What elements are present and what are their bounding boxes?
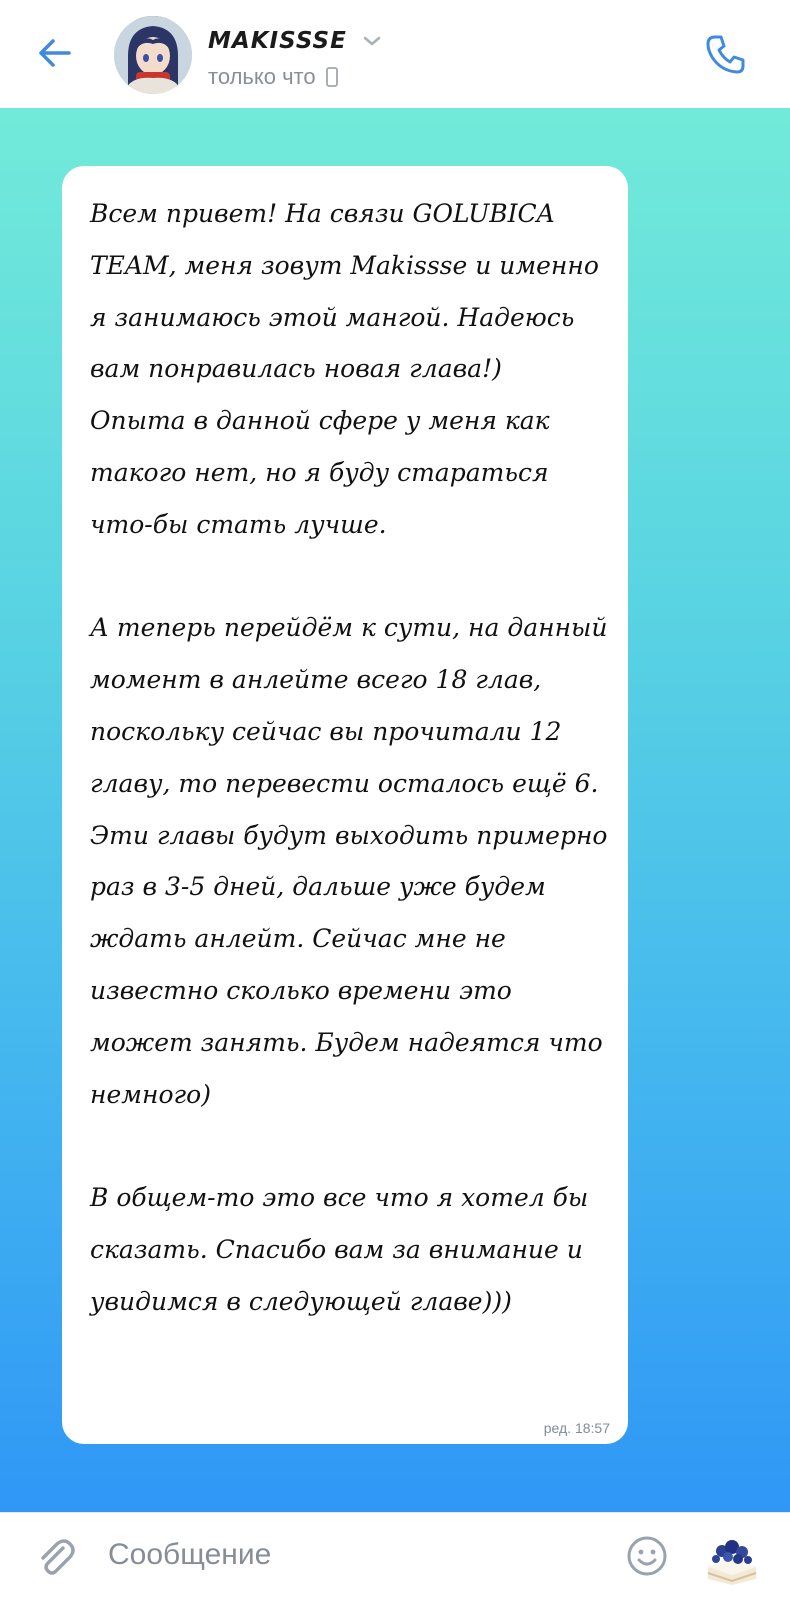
contact-name[interactable]: MAKISSSE xyxy=(208,28,347,54)
message-text: Всем привет! На связи GOLUBICA TEAM, меня зовут Makissse и именно я занимаюсь этой мангой. Надеюсь вам понравилась новая глава!) Опыта в данной сфере у меня как такого нет, но я буду стараться что-бы стать лучше. А теперь перейдём к сути, на данный момент в анлейте всего 18 глав, поскольку сейчас вы прочитали 12 главу, то перевести осталось ещё 6. Эти главы будут выходить примерно раз в 3-5 дней, дальше уже будем ждать анлейт. Сейчас мне не известно сколько времени это может занять. Будем надеятся что немного) В общем-то это все что я хотел бы сказать. Спасибо вам за внимание и увидимся в следующей главе))) xyxy=(90,199,608,1316)
message-edited-time: ред. 18:57 xyxy=(543,1420,610,1436)
phone-call-icon xyxy=(703,31,749,77)
chat-background[interactable] xyxy=(0,108,790,1512)
call-button[interactable] xyxy=(700,28,752,80)
contact-status xyxy=(208,64,338,90)
arrow-left-icon xyxy=(35,33,75,73)
online-status-text: только что xyxy=(208,64,316,89)
chevron-down-icon[interactable] xyxy=(361,30,383,52)
avatar-image xyxy=(114,16,192,94)
sticker-cake-icon xyxy=(702,1527,762,1587)
message-bubble[interactable] xyxy=(62,166,628,1444)
attach-button[interactable] xyxy=(30,1531,80,1581)
chat-header xyxy=(0,0,790,108)
message-input[interactable] xyxy=(108,1529,588,1581)
smile-icon xyxy=(625,1534,669,1578)
contact-title[interactable] xyxy=(208,28,383,54)
paperclip-icon xyxy=(33,1534,77,1578)
sticker-button[interactable] xyxy=(700,1525,764,1589)
back-button[interactable] xyxy=(30,28,80,78)
avatar[interactable] xyxy=(114,16,192,94)
phone-device-icon xyxy=(326,67,338,87)
message-composer xyxy=(0,1512,790,1600)
emoji-button[interactable] xyxy=(622,1531,672,1581)
